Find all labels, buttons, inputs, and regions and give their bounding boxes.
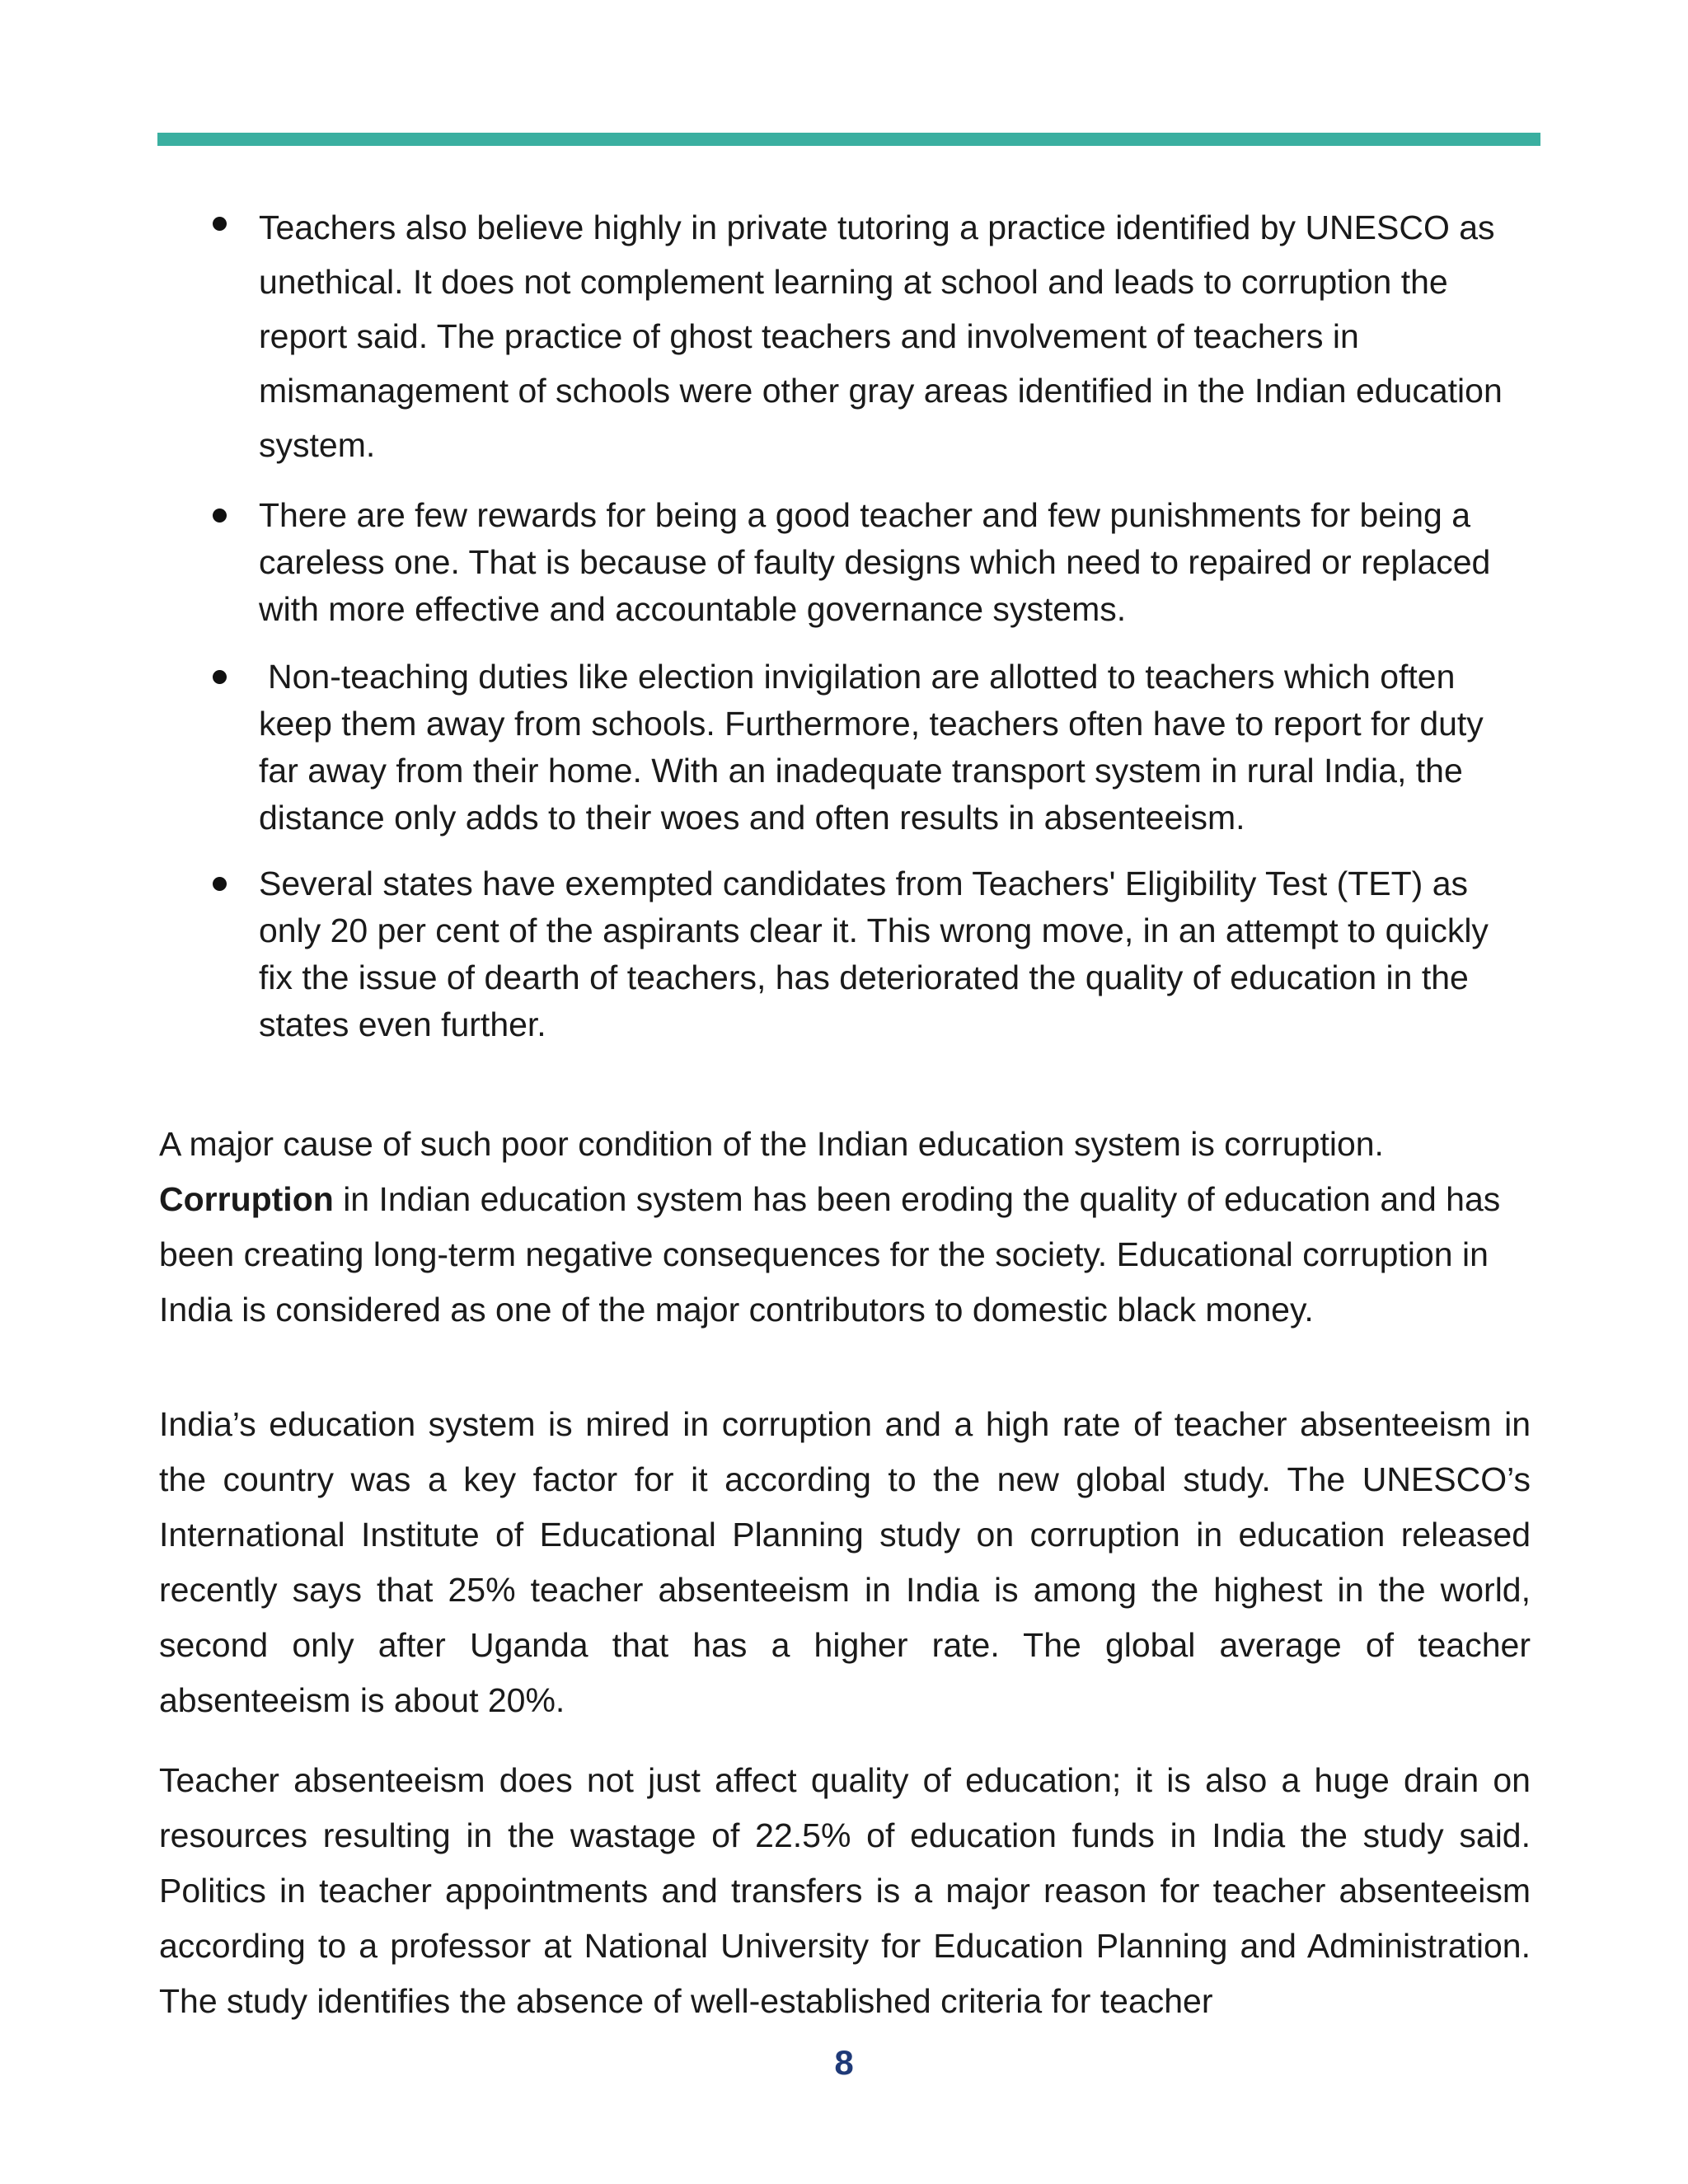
paragraph-intro: A major cause of such poor condition of the Indian education system is corruption. (159, 1125, 1384, 1163)
bullet-text: There are few rewards for being a good teacher and few punishments for being a careless one. That is because of faulty designs which need to repaired or replaced with more effective and accountable governance systems. (259, 496, 1491, 628)
bullet-dot-icon (213, 670, 227, 684)
bullet-text: Several states have exempted candidates from Teachers' Eligibility Test (TET) as only 20 per cent of the aspirants clear it. This wrong move, in an attempt to quickly fix the issue of dearth of teachers, has deteriorated the quality of education in the states even further. (259, 865, 1489, 1043)
page-number: 8 (834, 2043, 854, 2082)
paragraph-text: in Indian education system has been eroding the quality of education and has been creating long-term negative consequences for the society. Educational corruption in India is considered as one of the major contributors to domestic black money. (159, 1180, 1501, 1329)
paragraph-resources: Teacher absenteeism does not just affect quality of education; it is also a huge drain on resources resulting in the wastage of 22.5% of education funds in India the study said. Politics in teacher appointments and transfers is a major reason for teacher absenteeism according to a professor at National University for Education Planning and Administration. The study identifies the absence of well-established criteria for teacher (159, 1761, 1531, 2020)
paragraph-absenteeism: India’s education system is mired in corruption and a high rate of teacher absenteeism in the country was a key factor for it according to the new global study. The UNESCO’s International Institute of Educational Planning study on corruption in education released recently says that 25% teacher absenteeism in India is among the highest in the world, second only after Uganda that has a higher rate. The global average of teacher absenteeism is about 20%. (159, 1405, 1531, 1719)
bullet-dot-icon (213, 217, 227, 231)
paragraph-corruption (159, 1117, 1531, 1338)
bullet-text: Teachers also believe highly in private tutoring a practice identified by UNESCO as unethical. It does not complement learning at school and leads to corruption the report said. The practice of ghost teachers and involvement of teachers in mismanagement of schools were other gray areas identified in the Indian education system. (259, 209, 1503, 464)
bullet-text: Non-teaching duties like election invigilation are allotted to teachers which often keep them away from schools. Furthermore, teachers often have to report for duty far away from their home. With an inadequate transport system in rural India, the distance only adds to their woes and often results in absenteeism. (259, 658, 1484, 837)
bold-term: Corruption (159, 1180, 334, 1218)
bullet-dot-icon (213, 509, 227, 523)
header-rule (157, 133, 1540, 146)
bullet-dot-icon (213, 877, 227, 891)
